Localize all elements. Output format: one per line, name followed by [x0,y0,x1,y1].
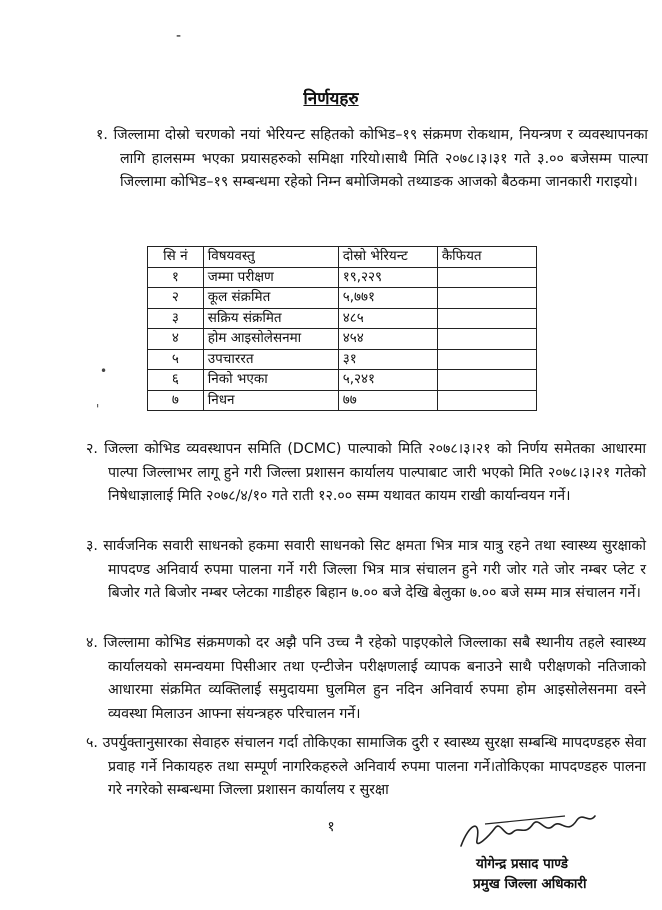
item-text: जिल्लामा कोभिड संक्रमणको दर अझै पनि उच्च नै रहेको पाइएकोले जिल्लाका सबै स्थानीय तहले स्वास्थ्य कार्यालयको समन्वयमा पिसीआर तथा एन्टीजेन परीक्षणलाई व्यापक बनाउने साथै परीक्षणको नतिजाको आधारमा संक्रमित व्यक्तिलाई समुदायमा घुलमिल हुन नदिन अनिवार्य रुपमा होम आइसोलेसनमा वस्ने व्यवस्था मिलाउन आफ्ना संयन्त्रहरु परिचालन गर्ने। [103,635,646,722]
decision-item-5 [86,732,646,803]
handwritten-signature [455,806,605,854]
cell-value: ५,२४१ [338,370,437,391]
table-row [148,329,537,350]
cell-sn: ४ [148,329,204,350]
cell-value: ४८५ [338,308,437,329]
stray-mark: ' [96,402,100,416]
table-row [148,349,537,370]
item-text: उपर्युक्तानुसारका सेवाहरु संचालन गर्दा तोकिएका सामाजिक दुरी र स्वास्थ्य सुरक्षा सम्बन्धि मापदण्डहरु सेवा प्रवाह गर्ने निकायहरु तथा सम्पूर्ण नागरिकहरुले अनिवार्य रुपमा पालना गर्ने।तोकिएका मापदण्डहरु पालना गरे नगरेको सम्बन्धमा जिल्ला प्रशासन कार्यालय र सुरक्षा [102,735,646,798]
cell-remark [437,370,536,391]
cell-sn: ५ [148,349,204,370]
cell-sn: ६ [148,370,204,391]
stray-mark: • [100,364,108,378]
cell-subject: निको भएका [203,370,338,391]
header-remark: कैफियत [437,247,536,268]
cell-remark [437,390,536,411]
cell-remark [437,308,536,329]
cell-subject: उपचाररत [203,349,338,370]
table-row [148,288,537,309]
item-number: १. [96,127,108,143]
table-row [148,390,537,411]
item-text: जिल्ला कोभिड व्यवस्थापन समिति (DCMC) पाल्पाको मिति २०७८।३।२१ को निर्णय समेतका आधारमा पाल्पा जिल्लाभर लागू हुने गरी जिल्ला प्रशासन कार्यालय पाल्पाबाट जारी भएको मिति २०७८।३।२१ गतेको निषेधाज्ञालाई मिति २०७८/४/१० गते राती १२.०० सम्म यथावत कायम राखी कार्यान्वयन गर्ने। [104,441,646,504]
table-header-row [148,247,537,268]
header-value: दोस्रो भेरियन्ट [338,247,437,268]
cell-subject: सक्रिय संक्रमित [203,308,338,329]
cell-subject: होम आइसोलेसनमा [203,329,338,350]
header-sn: सि नं [148,247,204,268]
covid-stats-table [147,246,537,411]
cell-sn: ३ [148,308,204,329]
cell-sn: ७ [148,390,204,411]
item-number: ४. [86,635,98,651]
page-title: निर्णयहरु [303,89,359,109]
decision-item-4 [86,632,646,726]
table-row [148,308,537,329]
item-number: ३. [86,538,98,554]
cell-sn: २ [148,288,204,309]
cell-remark [437,288,536,309]
cell-remark [437,329,536,350]
table-row [148,370,537,391]
decision-item-2 [86,438,646,509]
decision-item-3 [86,535,646,606]
item-text: जिल्लामा दोस्रो चरणको नयां भेरियन्ट सहितको कोभिड–१९ संक्रमण रोकथाम, नियन्त्रण र व्यवस्थापनका लागि हालसम्म भएका प्रयासहरुको समिक्षा गरियो।साथै मिति २०७८।३।३१ गते ३.०० बजेसम्म पाल्पा जिल्लामा कोभिड–१९ सम्बन्धमा रहेको निम्न बमोजिमको तथ्याङक आजको बैठकमा जानकारी गराइयो। [113,127,648,190]
cell-subject: कूल संक्रमित [203,288,338,309]
page-number: १ [327,819,335,835]
cell-subject: निधन [203,390,338,411]
header-subject: विषयवस्तु [203,247,338,268]
item-number: २. [86,441,98,457]
signatory-designation: प्रमुख जिल्ला अधिकारी [473,876,587,892]
cell-value: १९,२२९ [338,267,437,288]
cell-subject: जम्मा परीक्षण [203,267,338,288]
cell-sn: १ [148,267,204,288]
cell-value: ७७ [338,390,437,411]
signatory-name: योगेन्द्र प्रसाद पाण्डे [476,856,568,872]
cell-value: ३१ [338,349,437,370]
table-row [148,267,537,288]
item-text: सार्वजनिक सवारी साधनको हकमा सवारी साधनको सिट क्षमता भित्र मात्र यात्रु रहने तथा स्वास्थ्य सुरक्षाको मापदण्ड अनिवार्य रुपमा पालना गर्ने गरी जिल्ला भित्र मात्र संचालन हुने गरी जोर गते जोर नम्बर प्लेट र बिजोर गते बिजोर नम्बर प्लेटका गाडीहरु बिहान ७.०० बजे देखि बेलुका ७.०० बजे सम्म मात्र संचालन गर्ने। [103,538,646,601]
stray-mark: - [176,28,182,44]
item-number: ५. [86,735,98,751]
cell-value: ५,७७१ [338,288,437,309]
cell-remark [437,349,536,370]
cell-remark [437,267,536,288]
cell-value: ४५४ [338,329,437,350]
decision-item-1 [96,124,648,195]
